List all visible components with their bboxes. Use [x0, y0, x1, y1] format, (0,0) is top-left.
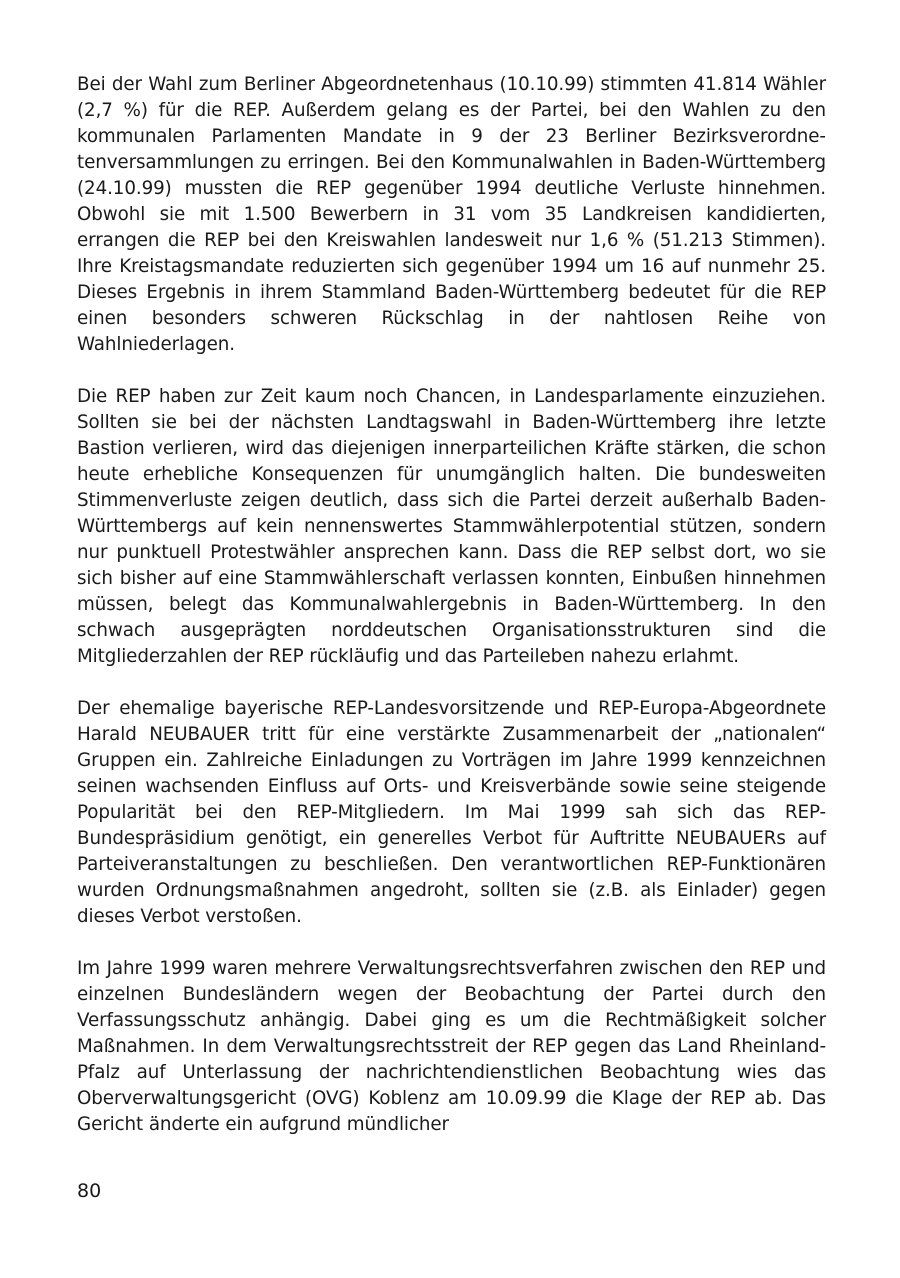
paragraph-election-results: Bei der Wahl zum Berliner Abgeordnetenhaus (10.10.99) stimmten 41.814 Wähler (2,7 %) für die REP. Außerdem gelang es der Partei, bei den Wahlen zu den kommunalen Parlamenten Mandate in 9 der 23 Berliner Bezirksverordnetenversammlungen zu erringen. Bei den Kommunalwahlen in Baden-Württemberg (24.10.99) mussten die REP gegenüber 1994 deutliche Verluste hinnehmen. Obwohl sie mit 1.500 Bewerbern in 31 vom 35 Landkreisen kandidierten, errangen die REP bei den Kreiswahlen landesweit nur 1,6 % (51.213 Stimmen). Ihre Kreistagsmandate reduzierten sich gegenüber 1994 um 16 auf nunmehr 25. Dieses Ergebnis in ihrem Stammland Baden-Württemberg bedeutet für die REP einen besonders schweren Rückschlag in der nahtlosen Reihe von Wahlniederlagen. — [77, 74, 826, 355]
document-body — [77, 72, 826, 1164]
paragraph-neubauer: Der ehemalige bayerische REP-Landesvorsitzende und REP-Europa-Abgeordnete Harald NEUBAUER tritt für eine verstärkte Zusammenarbeit der „nationalen“ Gruppen ein. Zahlreiche Einladungen zu Vorträgen im Jahre 1999 kennzeichnen seinen wachsenden Einfluss auf Orts- und Kreisverbände sowie seine steigende Popularität bei den REP-Mitgliedern. Im Mai 1999 sah sich das REP-Bundespräsidium genötigt, ein generelles Verbot für Auftritte NEUBAUERs auf Parteiveranstaltungen zu beschließen. Den verantwortlichen REP-Funktionären wurden Ordnungsmaßnahmen angedroht, sollten sie (z.B. als Einlader) gegen dieses Verbot verstoßen. — [77, 698, 826, 927]
paragraph-court-proceedings: Im Jahre 1999 waren mehrere Verwaltungsrechtsverfahren zwischen den REP und einzelnen Bundesländern wegen der Beobachtung der Partei durch den Verfassungsschutz anhängig. Dabei ging es um die Rechtmäßigkeit solcher Maßnahmen. In dem Verwaltungsrechtsstreit der REP gegen das Land Rheinland-Pfalz auf Unterlassung der nachrichtendienstlichen Beobachtung wies das Oberverwaltungsgericht (OVG) Koblenz am 10.09.99 die Klage der REP ab. Das Gericht änderte ein aufgrund mündlicher — [77, 958, 826, 1135]
page-number: 80 — [77, 1180, 102, 1202]
paragraph-party-outlook: Die REP haben zur Zeit kaum noch Chancen, in Landesparlamente einzuziehen. Sollten sie bei der nächsten Landtagswahl in Baden-Württemberg ihre letzte Bastion verlieren, wird das diejenigen innerparteilichen Kräfte stärken, die schon heute erhebliche Konsequenzen für unumgänglich halten. Die bundesweiten Stimmenverluste zeigen deutlich, dass sich die Partei derzeit außerhalb Baden-Württembergs auf kein nennenswertes Stammwählerpotential stützen, sondern nur punktuell Protestwähler ansprechen kann. Dass die REP selbst dort, wo sie sich bisher auf eine Stammwählerschaft verlassen konnten, Einbußen hinnehmen müssen, belegt das Kommunalwahlergebnis in Baden-Württemberg. In den schwach ausgeprägten norddeutschen Organisationsstrukturen sind die Mitgliederzahlen der REP rückläufig und das Parteileben nahezu erlahmt. — [77, 386, 826, 667]
